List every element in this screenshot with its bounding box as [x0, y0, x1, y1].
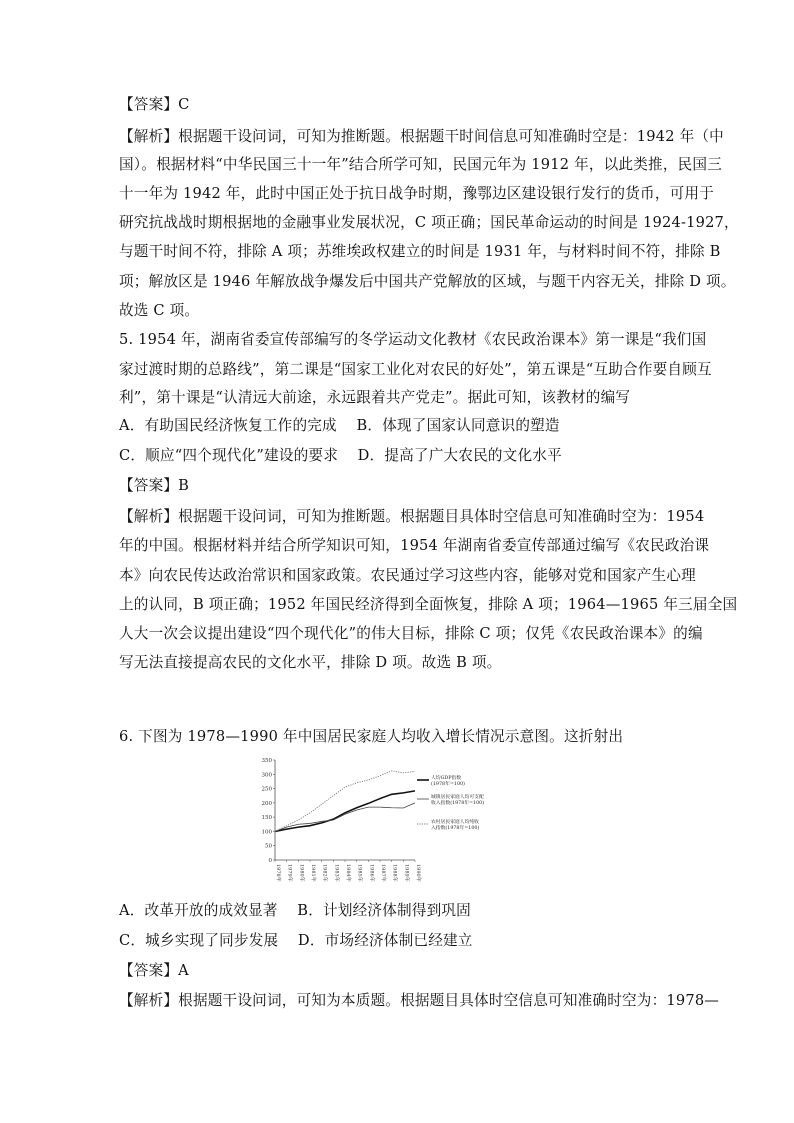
x-tick-label: 1990年	[415, 864, 421, 882]
analysis-line: 【解析】根据题干设问词，可知为推断题。根据题目具体时空信息可知准确时空为：1954	[119, 508, 705, 525]
analysis-line: 国）。根据材料“中华民国三十一年”结合所学可知，民国元年为 1912 年，以此类推，民国三	[119, 156, 723, 173]
analysis-line: 写无法直接提高农民的文化水平，排除 D 项。故选 B 项。	[119, 654, 502, 671]
series-line-0	[275, 791, 415, 832]
y-tick-label: 0	[268, 858, 272, 864]
question-5-stem: 家过渡时期的总路线”，第二课是“国家工业化对农民的好处”，第五课是“互助合作要自顾互	[119, 361, 712, 378]
x-tick-label: 1989年	[403, 864, 410, 882]
legend-label: 城镇居民家庭人均可支配收入指数(1978年=100)	[431, 795, 485, 806]
analysis-line: 与题干时间不符，排除 A 项；苏维埃政权建立的时间是 1931 年，与材料时间不符，排除 B	[119, 243, 721, 260]
y-tick-label: 200	[261, 800, 272, 807]
analysis-line: 【解析】根据题干设问词，可知为本质题。根据题目具体时空信息可知准确时空为：1978—	[119, 992, 720, 1009]
analysis-line: 上的认同，B 项正确；1952 年国民经济得到全面恢复，排除 A 项；1964—1965 年三届全国	[119, 596, 738, 613]
analysis-line: 本》向农民传达政治常识和国家政策。农民通过学习这些内容，能够对党和国家产生心理	[119, 567, 696, 584]
question-5-stem: 5. 1954 年，湖南省委宣传部编写的冬学运动文化教材《农民政治课本》第一课是“我们国	[119, 331, 707, 348]
answer-label: 【答案】C	[119, 96, 190, 113]
x-tick-label: 1986年	[368, 864, 375, 882]
analysis-line: 项；解放区是 1946 年解放战争爆发后中国共产党解放的区域，与题干内容无关，排除 D 项。	[119, 273, 736, 290]
x-tick-label: 1987年	[380, 864, 386, 882]
legend-label: 人均GDP指数(1978年=100)	[431, 776, 465, 787]
x-tick-label: 1982年	[321, 864, 328, 882]
analysis-line: 研究抗战战时期根据地的金融事业发展状况，C 项正确；国民革命运动的时间是 1924-1927，	[119, 214, 739, 231]
y-tick-label: 150	[261, 815, 272, 822]
x-tick-label: 1985年	[356, 864, 363, 882]
x-tick-label: 1983年	[333, 864, 340, 882]
income-growth-chart	[255, 752, 525, 900]
answer-label: 【答案】B	[119, 477, 190, 494]
analysis-line: 【解析】根据题干设问词，可知为推断题。根据题干时间信息可知准确时空是：1942 年（中	[119, 128, 724, 145]
x-tick-label: 1979年	[286, 864, 293, 882]
analysis-line: 十一年为 1942 年，此时中国正处于抗日战争时期，豫鄂边区建设银行发行的货币，可用于	[119, 185, 714, 202]
y-tick-label: 300	[261, 772, 272, 779]
analysis-line: 人大一次会议提出建设“四个现代化”的伟大目标，排除 C 项；仅凭《农民政治课本》的编	[119, 625, 703, 642]
x-tick-label: 1978年	[275, 864, 281, 882]
option-line: C．顺应“四个现代化”建设的要求 D．提高了广大农民的文化水平	[119, 447, 562, 464]
y-tick-label: 50	[265, 843, 272, 850]
legend-label: 农村居民家庭人均纯收入指数(1978年=100)	[431, 820, 480, 831]
x-tick-label: 1988年	[391, 864, 398, 882]
answer-label: 【答案】A	[119, 962, 189, 979]
series-line-2	[275, 771, 415, 832]
question-5-stem: 利”，第十课是“认清远大前途，永远跟着共产党走”。据此可知，该教材的编写	[119, 389, 631, 406]
question-6-stem: 6. 下图为 1978—1990 年中国居民家庭人均收入增长情况示意图。这折射出	[119, 728, 624, 745]
analysis-line: 年的中国。根据材料并结合所学知识可知，1954 年湖南省委宣传部通过编写《农民政治课	[119, 537, 710, 554]
x-tick-label: 1980年	[298, 864, 305, 882]
analysis-line: 故选 C 项。	[119, 302, 200, 319]
chart-svg	[255, 752, 525, 900]
y-tick-label: 250	[261, 786, 272, 793]
y-tick-label: 350	[261, 758, 272, 764]
option-line: A．改革开放的成效显著 B．计划经济体制得到巩固	[119, 902, 471, 919]
y-tick-label: 100	[261, 829, 272, 836]
x-tick-label: 1981年	[310, 864, 316, 882]
x-tick-label: 1984年	[345, 864, 351, 882]
option-line: C．城乡实现了同步发展 D．市场经济体制已经建立	[119, 932, 473, 949]
option-line: A．有助国民经济恢复工作的完成 B．体现了国家认同意识的塑造	[119, 417, 560, 434]
